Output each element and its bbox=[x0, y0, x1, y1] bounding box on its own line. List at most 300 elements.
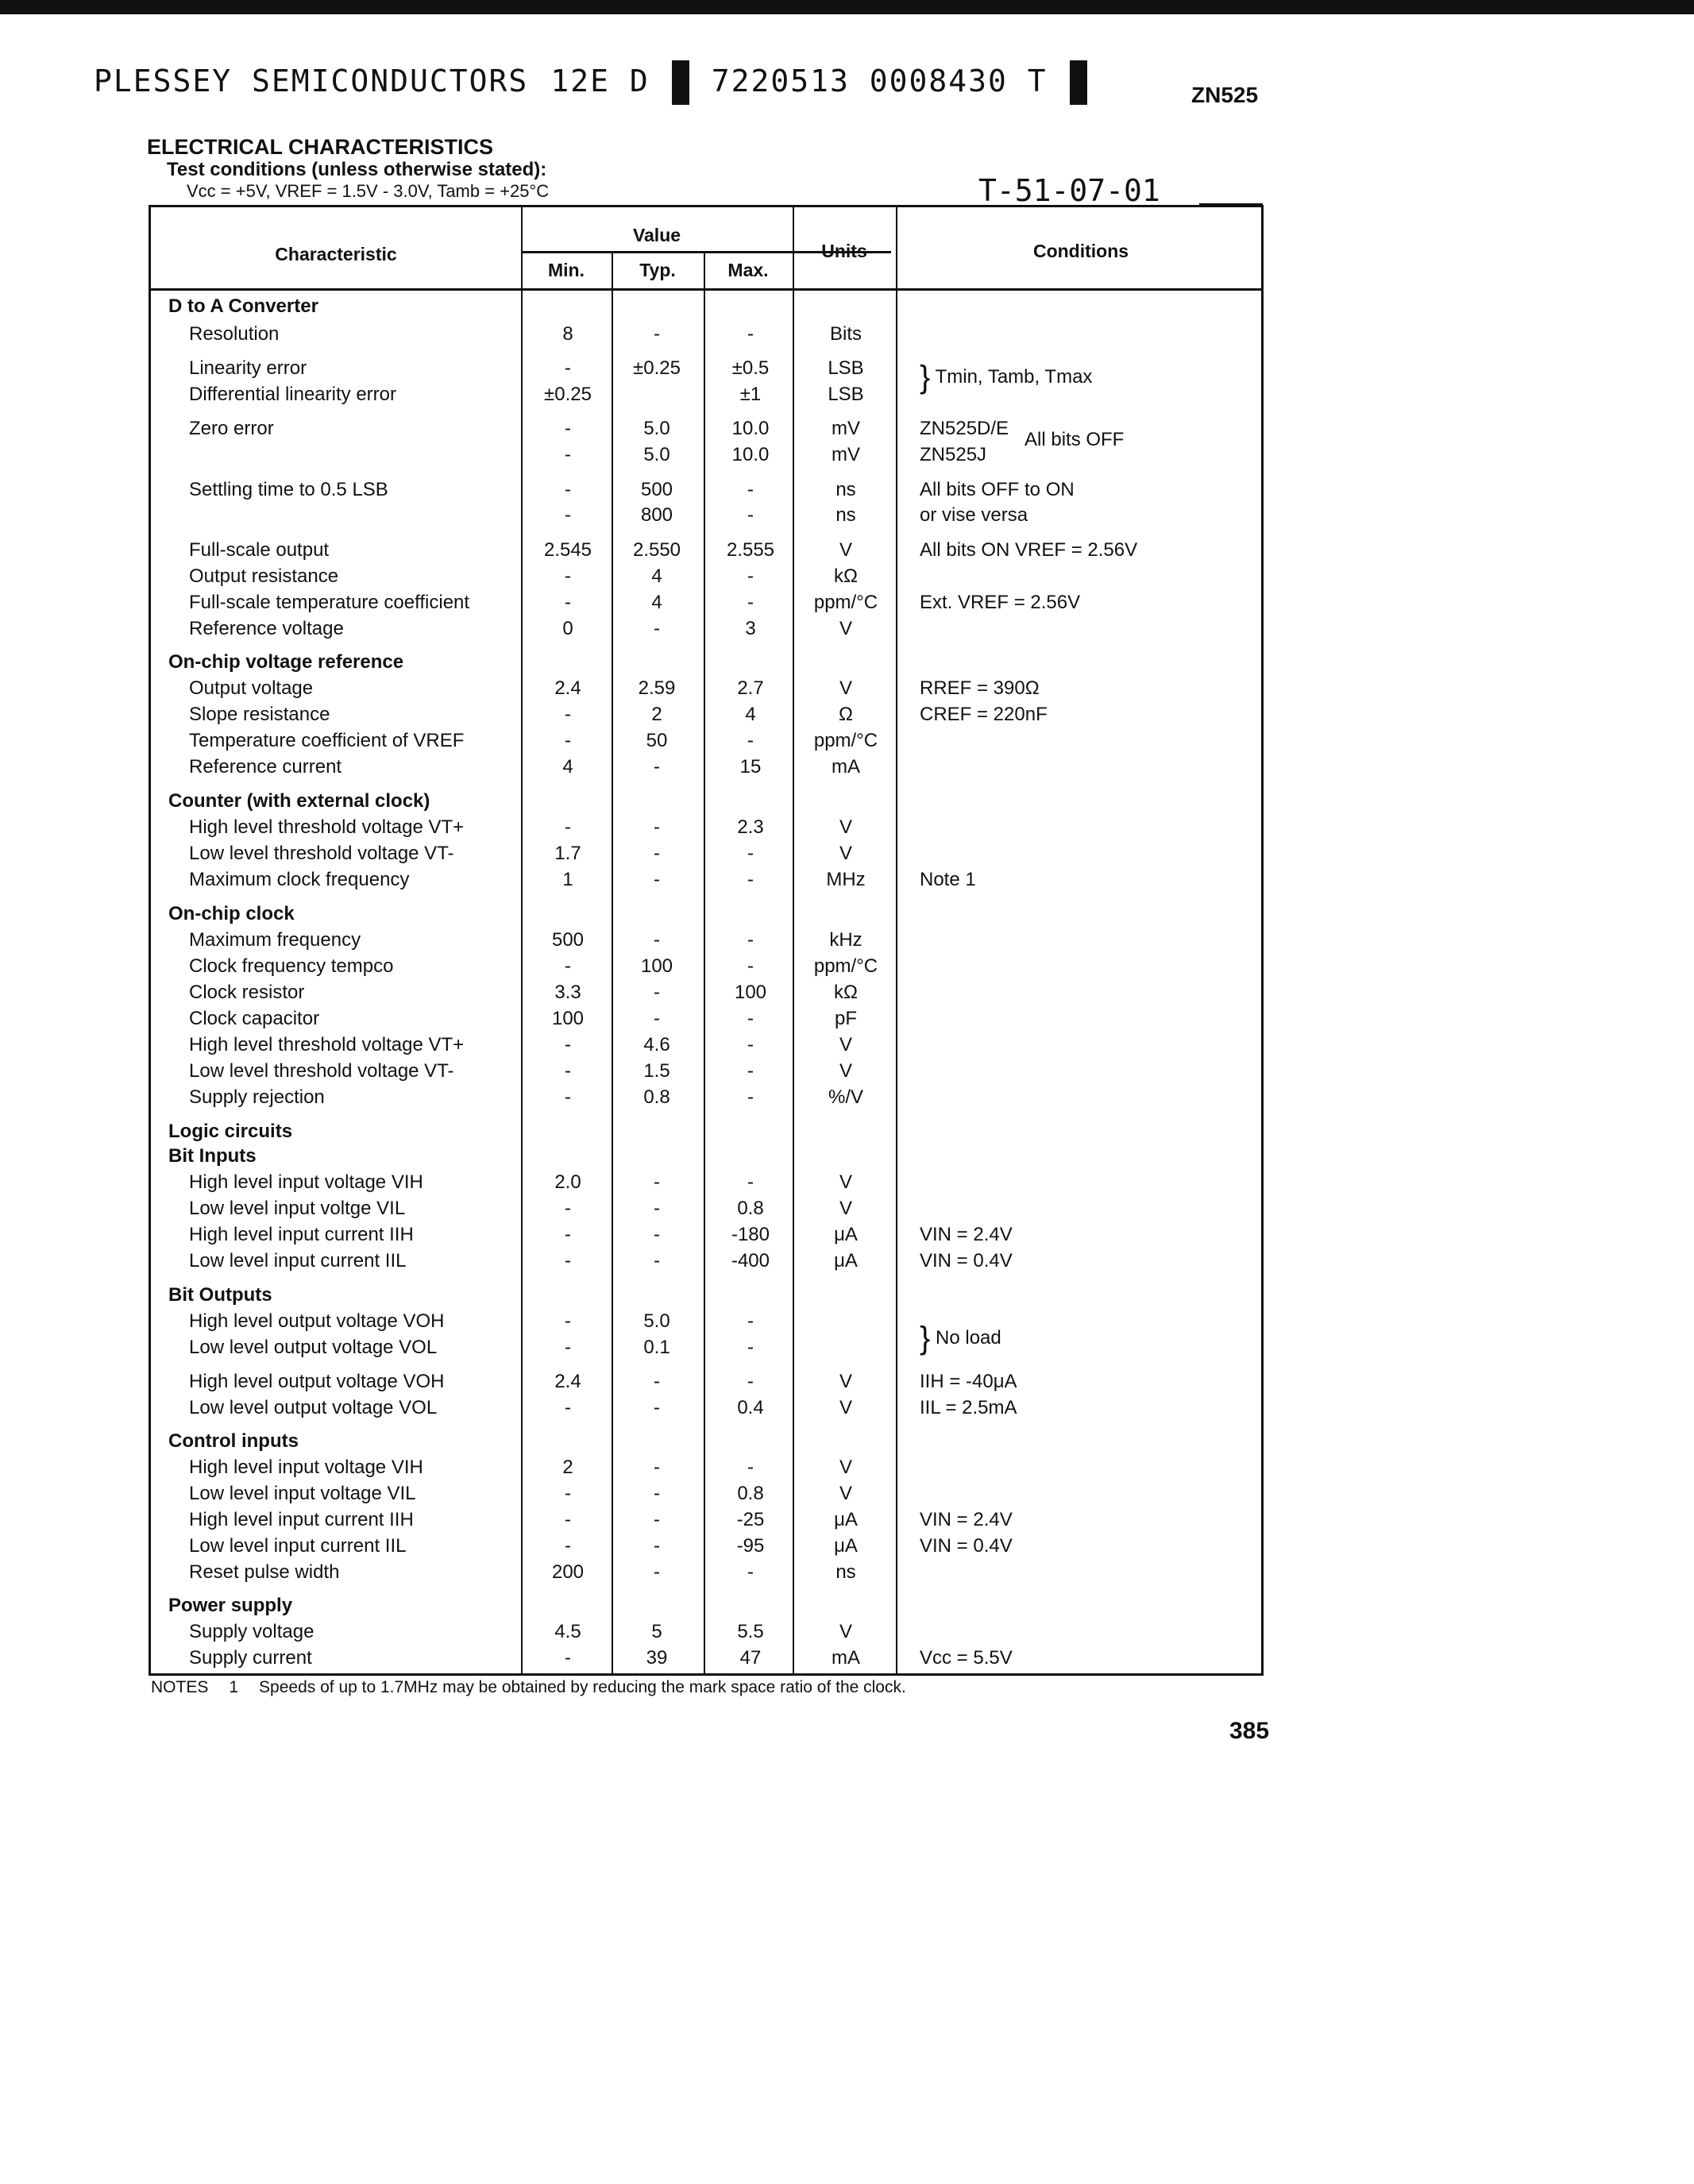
cell-units: ns bbox=[835, 1561, 856, 1583]
cell-characteristic: Low level input current IIL bbox=[189, 1535, 407, 1557]
cell-typ: - bbox=[654, 843, 660, 864]
cell-max: - bbox=[747, 1086, 754, 1108]
brace-note-no-load bbox=[920, 1321, 1001, 1356]
cell-characteristic: Bit Outputs bbox=[168, 1284, 272, 1306]
brace-note-all-bits-off: All bits OFF bbox=[1025, 429, 1125, 450]
table-row bbox=[151, 1248, 1261, 1274]
cell-units: ppm/°C bbox=[813, 592, 878, 613]
cell-cond: CREF = 220nF bbox=[920, 704, 1048, 725]
cell-characteristic: High level input voltage VIH bbox=[189, 1171, 423, 1193]
cell-typ: - bbox=[654, 869, 660, 890]
cell-max: - bbox=[747, 323, 754, 345]
t-code-label: T-51-07-01 bbox=[978, 173, 1160, 208]
cell-units: Bits bbox=[829, 323, 862, 345]
cell-min: - bbox=[565, 1647, 571, 1669]
table-row bbox=[151, 615, 1261, 642]
table-row bbox=[151, 537, 1261, 563]
cell-min: - bbox=[565, 418, 571, 439]
table-row bbox=[151, 1368, 1261, 1395]
cell-min: 4.5 bbox=[554, 1621, 581, 1642]
cell-min: - bbox=[565, 1086, 571, 1108]
cell-characteristic: Supply rejection bbox=[189, 1086, 325, 1108]
cell-min: 8 bbox=[562, 323, 573, 345]
cell-min: - bbox=[565, 1397, 571, 1418]
cell-characteristic: High level output voltage VOH bbox=[189, 1310, 445, 1332]
cell-min: - bbox=[565, 1224, 571, 1245]
cell-characteristic: Low level output voltage VOL bbox=[189, 1337, 438, 1358]
cell-units: mA bbox=[832, 756, 860, 778]
cell-min: 4 bbox=[562, 756, 573, 778]
table-row bbox=[151, 1005, 1261, 1032]
page-number: 385 bbox=[1229, 1718, 1270, 1744]
cell-characteristic: Low level input current IIL bbox=[189, 1250, 407, 1271]
cell-units: μA bbox=[834, 1250, 858, 1271]
cell-characteristic: Clock capacitor bbox=[189, 1008, 320, 1029]
cell-characteristic: Full-scale output bbox=[189, 539, 330, 561]
cell-max: - bbox=[747, 565, 754, 587]
table-row bbox=[151, 754, 1261, 780]
cell-min: - bbox=[565, 1310, 571, 1332]
cell-max: ±0.5 bbox=[731, 357, 770, 379]
cell-typ: 4 bbox=[651, 565, 662, 587]
table-row bbox=[151, 1559, 1261, 1585]
cell-typ: - bbox=[654, 1008, 660, 1029]
cell-units: kΩ bbox=[834, 565, 858, 587]
cell-typ: - bbox=[654, 1535, 660, 1557]
cell-max: - bbox=[747, 504, 754, 526]
cell-units: ns bbox=[835, 479, 856, 500]
cell-max: ±1 bbox=[739, 384, 762, 405]
cell-max: - bbox=[747, 1561, 754, 1583]
cell-units: V bbox=[839, 1034, 852, 1055]
table-section-heading bbox=[151, 901, 1261, 927]
cell-max: 3 bbox=[745, 618, 756, 639]
cell-characteristic: Power supply bbox=[168, 1595, 293, 1616]
cell-characteristic: Reference voltage bbox=[189, 618, 344, 639]
cell-typ: - bbox=[654, 1457, 660, 1478]
table-row bbox=[151, 502, 1261, 528]
header-rule bbox=[151, 288, 1261, 291]
cell-min: ±0.25 bbox=[544, 384, 592, 405]
cell-min: 0 bbox=[562, 618, 573, 639]
cell-min: - bbox=[565, 444, 571, 465]
header-units: Units bbox=[821, 241, 867, 261]
cell-max: -25 bbox=[736, 1509, 765, 1530]
cell-min: - bbox=[565, 1337, 571, 1358]
table-row bbox=[151, 1195, 1261, 1221]
cell-max: 15 bbox=[739, 756, 762, 778]
table-row bbox=[151, 1645, 1261, 1671]
cell-cond: Vcc = 5.5V bbox=[920, 1647, 1013, 1669]
table-row bbox=[151, 701, 1261, 727]
header-value: Value bbox=[632, 225, 681, 245]
cell-min: - bbox=[565, 955, 571, 977]
cell-max: - bbox=[747, 1171, 754, 1193]
cell-characteristic: Zero error bbox=[189, 418, 274, 439]
characteristics-table bbox=[149, 205, 1264, 1676]
cell-units: MHz bbox=[826, 869, 866, 890]
table-section-heading bbox=[151, 788, 1261, 814]
cell-characteristic: Counter (with external clock) bbox=[168, 790, 430, 812]
cell-units: V bbox=[839, 618, 852, 639]
cell-max: 0.8 bbox=[737, 1198, 764, 1219]
brace-note-no-load-text: No load bbox=[936, 1326, 1001, 1349]
cell-min: 3.3 bbox=[554, 982, 581, 1003]
cell-typ: - bbox=[654, 1250, 660, 1271]
cell-characteristic: Clock frequency tempco bbox=[189, 955, 394, 977]
table-row bbox=[151, 727, 1261, 754]
cell-units: Ω bbox=[839, 704, 853, 725]
cell-characteristic: Output resistance bbox=[189, 565, 339, 587]
cell-min: - bbox=[565, 504, 571, 526]
cell-characteristic: Slope resistance bbox=[189, 704, 330, 725]
cell-max: 100 bbox=[734, 982, 767, 1003]
cell-units: μA bbox=[834, 1535, 858, 1557]
cell-characteristic: Linearity error bbox=[189, 357, 307, 379]
cell-cond: IIH = -40μA bbox=[920, 1371, 1017, 1392]
table-row bbox=[151, 840, 1261, 866]
cell-characteristic: Full-scale temperature coefficient bbox=[189, 592, 470, 613]
table-row bbox=[151, 814, 1261, 840]
table-section-heading bbox=[151, 1143, 1261, 1169]
cell-units: ppm/°C bbox=[813, 955, 878, 977]
cell-min: 2.0 bbox=[554, 1171, 581, 1193]
cell-typ: - bbox=[654, 929, 660, 951]
cell-typ: 5.0 bbox=[643, 1310, 670, 1332]
cell-units: ns bbox=[835, 504, 856, 526]
cell-max: - bbox=[747, 479, 754, 500]
cell-max: - bbox=[747, 730, 754, 751]
cell-characteristic: Low level output voltage VOL bbox=[189, 1397, 438, 1418]
cell-max: 47 bbox=[739, 1647, 762, 1669]
cell-typ: 0.1 bbox=[643, 1337, 670, 1358]
cell-typ: 39 bbox=[646, 1647, 668, 1669]
table-section-heading bbox=[151, 1592, 1261, 1619]
header-characteristic: Characteristic bbox=[275, 244, 397, 264]
cell-typ: - bbox=[654, 323, 660, 345]
table-row bbox=[151, 979, 1261, 1005]
cell-typ: 0.8 bbox=[643, 1086, 670, 1108]
cell-typ: - bbox=[654, 1483, 660, 1504]
cell-min: - bbox=[565, 1250, 571, 1271]
table-row bbox=[151, 589, 1261, 615]
cell-min: - bbox=[565, 1198, 571, 1219]
cell-max: 2.7 bbox=[737, 677, 764, 699]
cell-max: -400 bbox=[731, 1250, 770, 1271]
cell-characteristic: Reference current bbox=[189, 756, 342, 778]
cell-units: ppm/°C bbox=[813, 730, 878, 751]
brace-note-temperature-text: Tmin, Tamb, Tmax bbox=[935, 365, 1093, 388]
cell-min: - bbox=[565, 1060, 571, 1082]
cell-units: V bbox=[839, 1397, 852, 1418]
table-row bbox=[151, 1507, 1261, 1533]
cell-typ: 2.59 bbox=[638, 677, 676, 699]
cell-characteristic: High level input current IIH bbox=[189, 1509, 414, 1530]
cell-characteristic: High level input voltage VIH bbox=[189, 1457, 423, 1478]
cell-max: 2.555 bbox=[726, 539, 775, 561]
cell-units: V bbox=[839, 1457, 852, 1478]
cell-min: 2.4 bbox=[554, 1371, 581, 1392]
cell-cond: All bits OFF to ON bbox=[920, 479, 1075, 500]
cell-typ: - bbox=[654, 1397, 660, 1418]
cell-typ: 500 bbox=[640, 479, 673, 500]
table-row bbox=[151, 1084, 1261, 1110]
cell-typ: - bbox=[654, 982, 660, 1003]
table-row bbox=[151, 1533, 1261, 1559]
table-section-heading bbox=[151, 1118, 1261, 1144]
cell-characteristic: High level output voltage VOH bbox=[189, 1371, 445, 1392]
notes-label: NOTES bbox=[151, 1678, 209, 1696]
cell-cond: VIN = 2.4V bbox=[920, 1509, 1013, 1530]
cell-units: V bbox=[839, 1198, 852, 1219]
cell-characteristic: Low level input voltge VIL bbox=[189, 1198, 406, 1219]
cell-max: 10.0 bbox=[731, 418, 770, 439]
cell-cond: IIL = 2.5mA bbox=[920, 1397, 1017, 1418]
cell-characteristic: Supply current bbox=[189, 1647, 312, 1669]
cell-min: - bbox=[565, 565, 571, 587]
notes-text: Speeds of up to 1.7MHz may be obtained by reducing the mark space ratio of the clock. bbox=[259, 1678, 906, 1696]
brace-icon: } bbox=[920, 1321, 931, 1356]
cell-units: mV bbox=[832, 418, 860, 439]
cell-max: 4 bbox=[745, 704, 756, 725]
brace-note-temperature bbox=[920, 360, 1092, 396]
header-code-2: 7220513 0008430 T bbox=[711, 63, 1048, 98]
cell-characteristic: Low level threshold voltage VT- bbox=[189, 843, 454, 864]
table-row bbox=[151, 1454, 1261, 1480]
header-typ: Typ. bbox=[639, 260, 676, 280]
cell-min: - bbox=[565, 357, 571, 379]
cell-characteristic: Temperature coefficient of VREF bbox=[189, 730, 465, 751]
table-section-heading bbox=[151, 1428, 1261, 1454]
cell-min: 2.4 bbox=[554, 677, 581, 699]
cell-characteristic: Output voltage bbox=[189, 677, 314, 699]
company-name: PLESSEY SEMICONDUCTORS bbox=[94, 63, 529, 98]
table-row bbox=[151, 381, 1261, 407]
cell-max: 0.8 bbox=[737, 1483, 764, 1504]
cell-typ: - bbox=[654, 756, 660, 778]
cell-characteristic: Differential linearity error bbox=[189, 384, 396, 405]
test-conditions: Vcc = +5V, VREF = 1.5V - 3.0V, Tamb = +25°C bbox=[187, 181, 550, 201]
cell-typ: 4.6 bbox=[643, 1034, 670, 1055]
cell-units: mV bbox=[832, 444, 860, 465]
cell-units: LSB bbox=[828, 384, 864, 405]
brace-icon: } bbox=[920, 360, 931, 395]
cell-typ: 2.550 bbox=[632, 539, 681, 561]
cell-cond: ZN525J bbox=[920, 444, 987, 465]
cell-units: V bbox=[839, 843, 852, 864]
cell-max: - bbox=[747, 1060, 754, 1082]
cell-characteristic: D to A Converter bbox=[168, 295, 318, 317]
cell-min: - bbox=[565, 592, 571, 613]
cell-max: - bbox=[747, 843, 754, 864]
cell-characteristic: High level threshold voltage VT+ bbox=[189, 816, 465, 838]
cell-cond: or vise versa bbox=[920, 504, 1028, 526]
cell-max: - bbox=[747, 929, 754, 951]
table-row bbox=[151, 675, 1261, 701]
cell-min: 1.7 bbox=[554, 843, 581, 864]
cell-characteristic: Supply voltage bbox=[189, 1621, 314, 1642]
cell-characteristic: High level input current IIH bbox=[189, 1224, 414, 1245]
cell-max: - bbox=[747, 1310, 754, 1332]
cell-min: - bbox=[565, 704, 571, 725]
cell-cond: VIN = 0.4V bbox=[920, 1535, 1013, 1557]
cell-max: - bbox=[747, 1034, 754, 1055]
cell-min: - bbox=[565, 816, 571, 838]
cell-units: V bbox=[839, 1060, 852, 1082]
cell-typ: ±0.25 bbox=[633, 357, 681, 379]
cell-characteristic: On-chip clock bbox=[168, 903, 295, 924]
cell-typ: - bbox=[654, 618, 660, 639]
table-section-heading bbox=[151, 649, 1261, 675]
table-section-heading bbox=[151, 1282, 1261, 1308]
cell-units: V bbox=[839, 539, 852, 561]
table-row bbox=[151, 953, 1261, 979]
cell-max: - bbox=[747, 955, 754, 977]
table-row bbox=[151, 1032, 1261, 1058]
header-block-mark bbox=[1070, 60, 1087, 105]
cell-typ: 1.5 bbox=[643, 1060, 670, 1082]
cell-typ: 2 bbox=[651, 704, 662, 725]
cell-typ: - bbox=[654, 1509, 660, 1530]
cell-min: - bbox=[565, 479, 571, 500]
cell-cond: VIN = 2.4V bbox=[920, 1224, 1013, 1245]
table-row bbox=[151, 563, 1261, 589]
table-row bbox=[151, 866, 1261, 893]
part-number: ZN525 bbox=[1191, 83, 1259, 107]
cell-characteristic: Low level threshold voltage VT- bbox=[189, 1060, 454, 1082]
header-min: Min. bbox=[548, 260, 585, 280]
cell-max: - bbox=[747, 592, 754, 613]
cell-min: - bbox=[565, 1034, 571, 1055]
cell-max: - bbox=[747, 1457, 754, 1478]
cell-cond: All bits ON VREF = 2.56V bbox=[920, 539, 1138, 561]
cell-min: 2.545 bbox=[543, 539, 592, 561]
cell-max: 10.0 bbox=[731, 444, 770, 465]
section-title: ELECTRICAL CHARACTERISTICS bbox=[147, 135, 494, 159]
document-header bbox=[94, 60, 1109, 105]
table-row bbox=[151, 1395, 1261, 1421]
cell-units: V bbox=[839, 677, 852, 699]
cell-min: - bbox=[565, 1535, 571, 1557]
scan-top-border bbox=[0, 0, 1694, 14]
cell-cond: Note 1 bbox=[920, 869, 976, 890]
cell-characteristic: Logic circuits bbox=[168, 1121, 293, 1142]
table-row bbox=[151, 1221, 1261, 1248]
cell-cond: Ext. VREF = 2.56V bbox=[920, 592, 1081, 613]
cell-typ: 5.0 bbox=[643, 444, 670, 465]
cell-units: μA bbox=[834, 1509, 858, 1530]
cell-max: -95 bbox=[736, 1535, 765, 1557]
cell-characteristic: Maximum clock frequency bbox=[189, 869, 410, 890]
cell-typ: - bbox=[654, 1198, 660, 1219]
cell-max: - bbox=[747, 1337, 754, 1358]
cell-min: - bbox=[565, 730, 571, 751]
cell-units: pF bbox=[834, 1008, 857, 1029]
cell-typ: - bbox=[654, 1171, 660, 1193]
cell-typ: 5.0 bbox=[643, 418, 670, 439]
cell-units: V bbox=[839, 1621, 852, 1642]
cell-characteristic: Bit Inputs bbox=[168, 1145, 257, 1167]
cell-typ: 800 bbox=[640, 504, 673, 526]
cell-max: 0.4 bbox=[737, 1397, 764, 1418]
cell-units: %/V bbox=[828, 1086, 863, 1108]
cell-characteristic: High level threshold voltage VT+ bbox=[189, 1034, 465, 1055]
table-notes bbox=[151, 1678, 927, 1697]
cell-characteristic: Control inputs bbox=[168, 1430, 299, 1452]
cell-characteristic: On-chip voltage reference bbox=[168, 651, 404, 673]
cell-max: 5.5 bbox=[737, 1621, 764, 1642]
cell-units: LSB bbox=[828, 357, 864, 379]
cell-units: kHz bbox=[829, 929, 862, 951]
cell-min: 500 bbox=[551, 929, 585, 951]
cell-typ: 5 bbox=[651, 1621, 662, 1642]
table-row bbox=[151, 1308, 1261, 1334]
cell-typ: 4 bbox=[651, 592, 662, 613]
cell-units: V bbox=[839, 1171, 852, 1193]
cell-typ: - bbox=[654, 816, 660, 838]
cell-min: 1 bbox=[562, 869, 573, 890]
cell-units: V bbox=[839, 1371, 852, 1392]
header-block-mark bbox=[672, 60, 689, 105]
cell-max: 2.3 bbox=[737, 816, 764, 838]
table-row bbox=[151, 355, 1261, 381]
cell-units: V bbox=[839, 816, 852, 838]
cell-characteristic: Low level input voltage VIL bbox=[189, 1483, 416, 1504]
table-row bbox=[151, 1169, 1261, 1195]
cell-max: - bbox=[747, 869, 754, 890]
cell-max: -180 bbox=[731, 1224, 770, 1245]
cell-units: V bbox=[839, 1483, 852, 1504]
header-code-1: 12E D bbox=[550, 63, 650, 98]
cell-cond: VIN = 0.4V bbox=[920, 1250, 1013, 1271]
cell-cond: RREF = 390Ω bbox=[920, 677, 1040, 699]
cell-min: 100 bbox=[551, 1008, 585, 1029]
table-row bbox=[151, 1058, 1261, 1084]
cell-min: 2 bbox=[562, 1457, 573, 1478]
cell-max: - bbox=[747, 1371, 754, 1392]
cell-typ: - bbox=[654, 1371, 660, 1392]
cell-characteristic: Clock resistor bbox=[189, 982, 305, 1003]
cell-max: - bbox=[747, 1008, 754, 1029]
cell-typ: - bbox=[654, 1224, 660, 1245]
table-row bbox=[151, 1334, 1261, 1360]
table-row bbox=[151, 477, 1261, 503]
section-subtitle: Test conditions (unless otherwise stated): bbox=[167, 159, 547, 180]
cell-characteristic: Settling time to 0.5 LSB bbox=[189, 479, 388, 500]
notes-number: 1 bbox=[229, 1678, 239, 1696]
cell-characteristic: Maximum frequency bbox=[189, 929, 361, 951]
cell-typ: 100 bbox=[640, 955, 673, 977]
table-row bbox=[151, 927, 1261, 953]
cell-characteristic: Reset pulse width bbox=[189, 1561, 340, 1583]
cell-units: μA bbox=[834, 1224, 858, 1245]
cell-units: mA bbox=[832, 1647, 860, 1669]
header-conditions: Conditions bbox=[1032, 241, 1129, 261]
cell-typ: 50 bbox=[646, 730, 668, 751]
cell-typ: - bbox=[654, 1561, 660, 1583]
table-section-heading bbox=[151, 293, 1261, 319]
table-row bbox=[151, 1480, 1261, 1507]
cell-units: kΩ bbox=[834, 982, 858, 1003]
cell-characteristic: Resolution bbox=[189, 323, 280, 345]
table-row bbox=[151, 321, 1261, 347]
cell-min: - bbox=[565, 1509, 571, 1530]
cell-min: - bbox=[565, 1483, 571, 1504]
cell-min: 200 bbox=[551, 1561, 585, 1583]
table-row bbox=[151, 1619, 1261, 1645]
cell-cond: ZN525D/E bbox=[920, 418, 1009, 439]
header-max: Max. bbox=[727, 260, 769, 280]
